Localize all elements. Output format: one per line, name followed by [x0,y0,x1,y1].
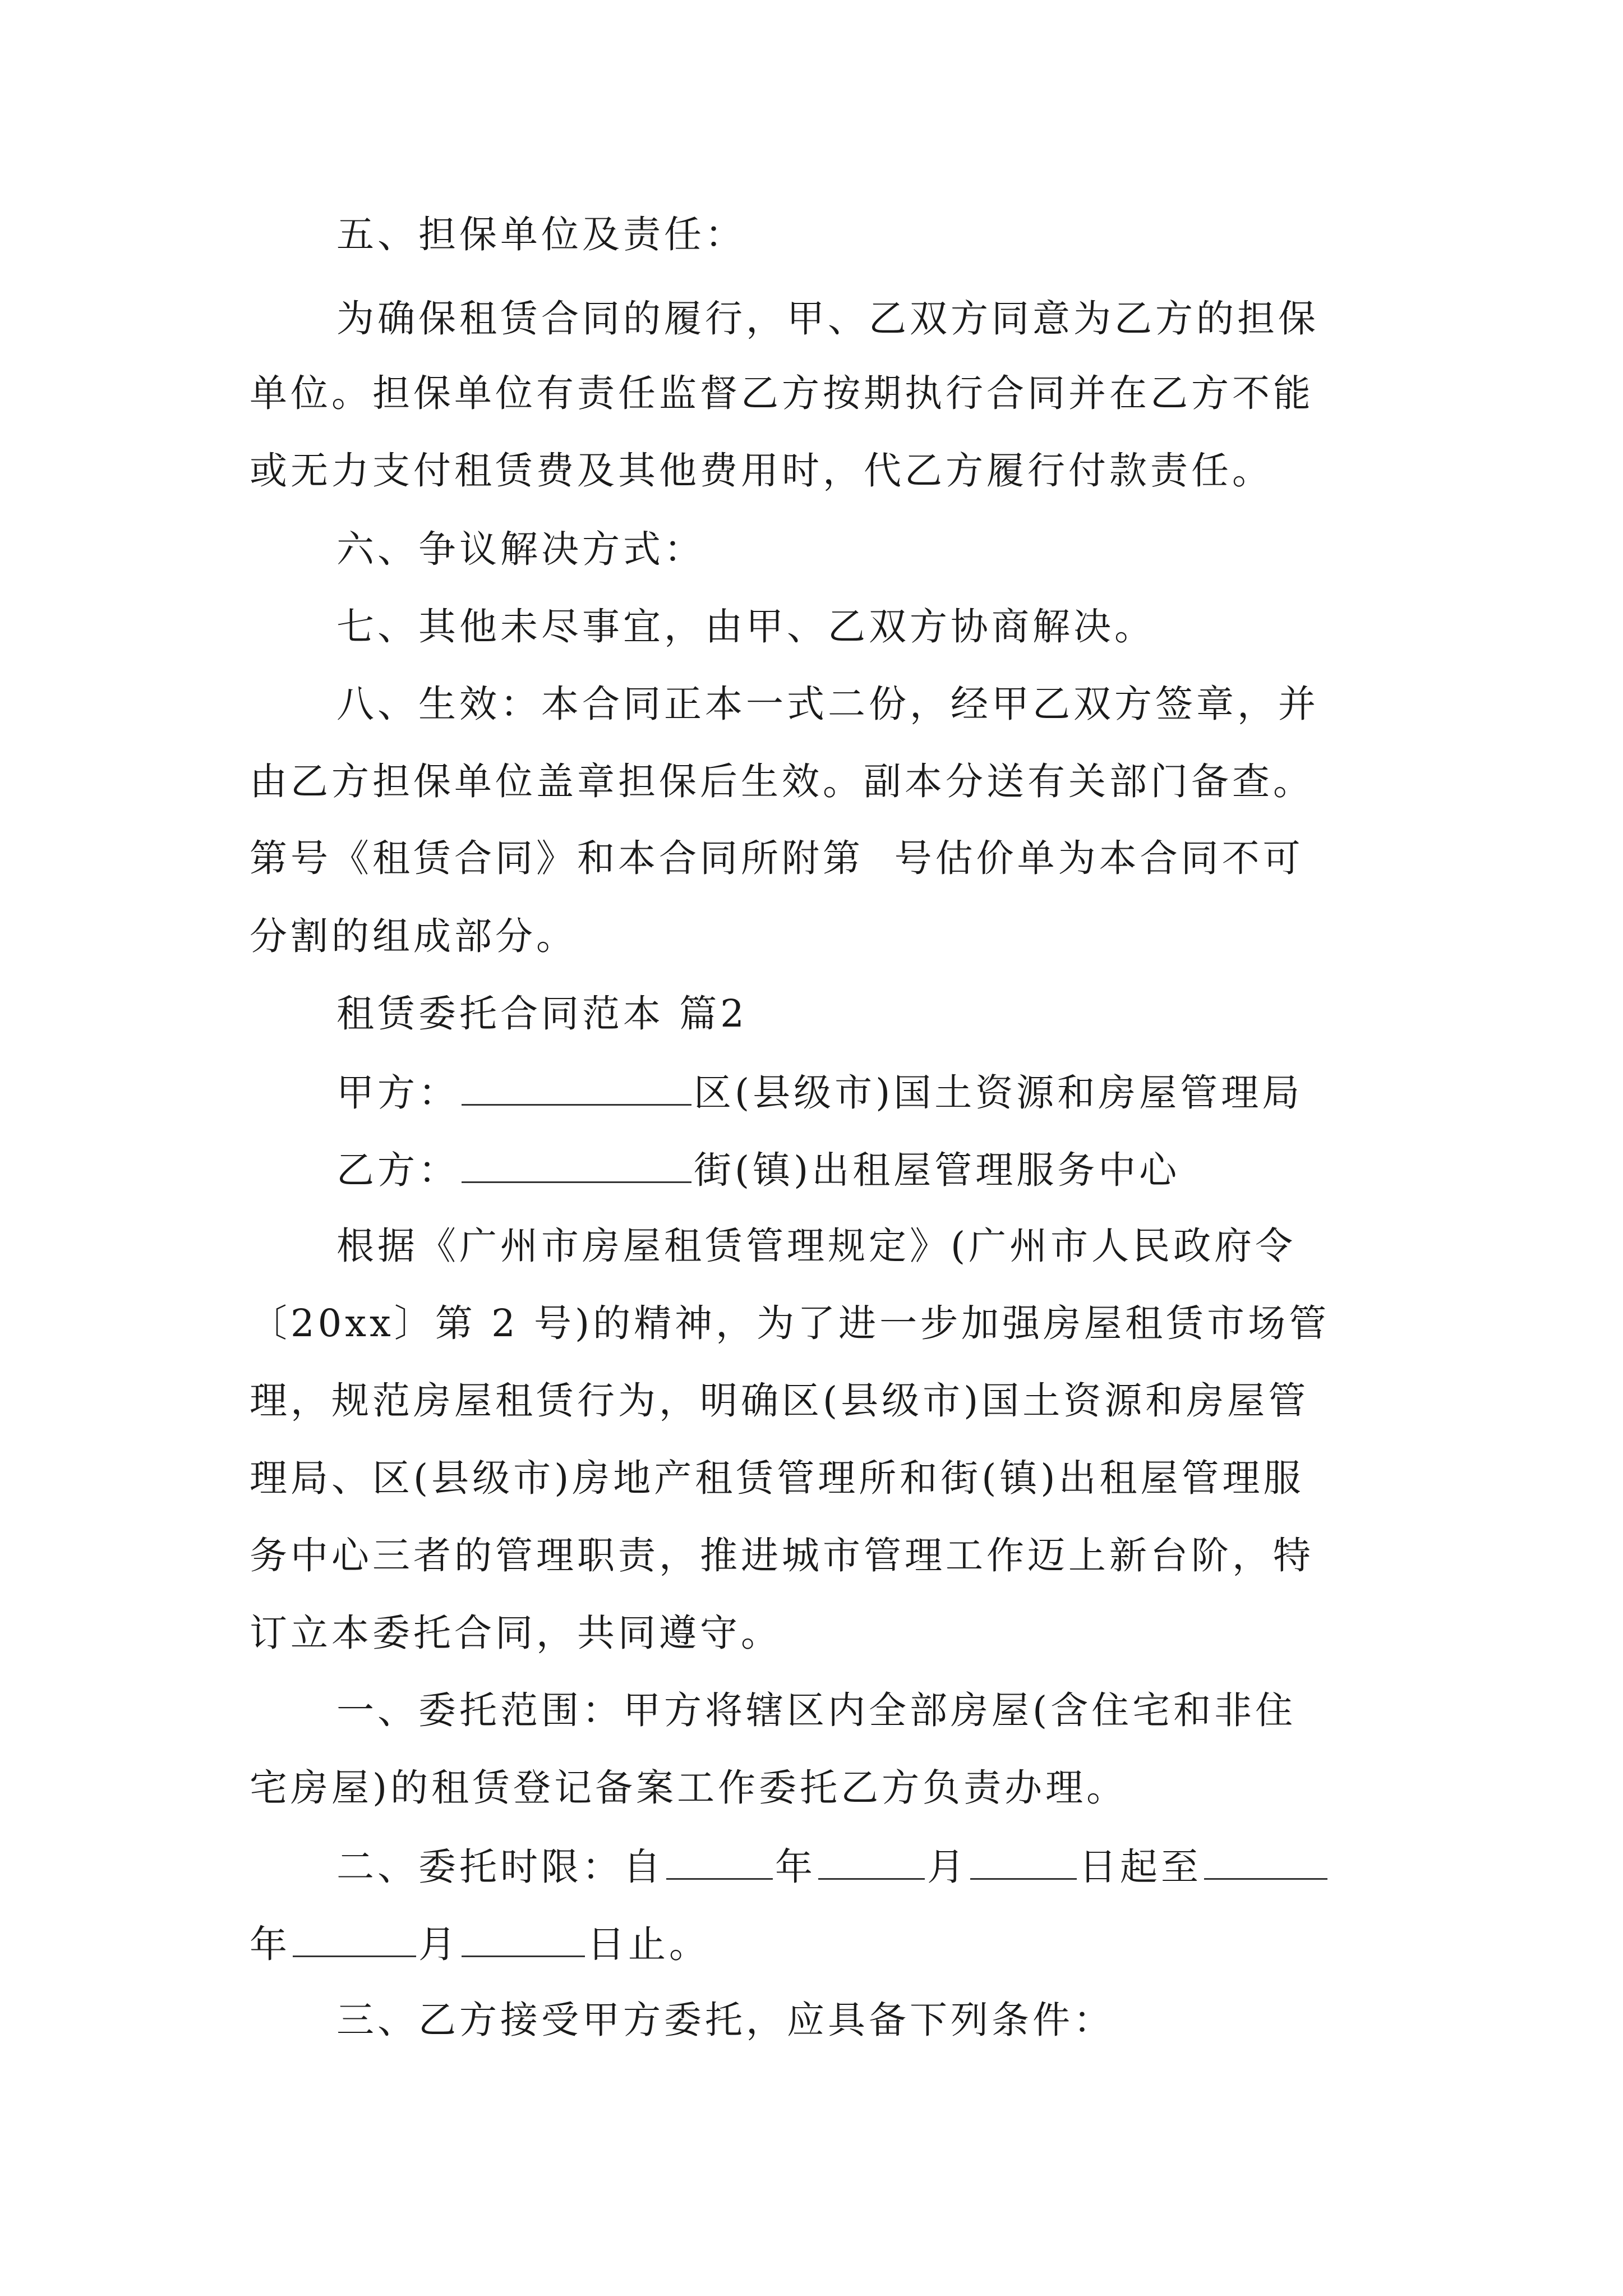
term-day-start: 日起至 [1079,1845,1202,1889]
party-a-line [336,1071,1303,1115]
paragraph-line: 理局、区(县级市)房地产租赁管理所和街(镇)出租屋管理服 [250,1456,1304,1500]
section-8-text: 八、生效：本合同正本一式二份，经甲乙双方签章，并 [336,682,1319,726]
year-blank [666,1847,773,1880]
paragraph-line: 分割的组成部分。 [250,914,577,958]
paragraph-line: 或无力支付租赁费及其他费用时，代乙方履行付款责任。 [250,449,1273,493]
section-6-heading: 六、争议解决方式： [336,527,705,571]
paragraph-line: 为确保租赁合同的履行，甲、乙双方同意为乙方的担保 [336,297,1319,341]
term-month2: 月 [418,1922,459,1966]
party-a-label: 甲方： [336,1071,459,1115]
term-year2: 年 [250,1922,291,1966]
day-blank [970,1847,1077,1880]
month-end-blank [293,1924,416,1957]
party-b-line [336,1148,1181,1192]
paragraph-line: 宅房屋)的租赁登记备案工作委托乙方负责办理。 [250,1766,1128,1810]
term-year: 年 [775,1845,816,1889]
paragraph-line: 根据《广州市房屋租赁管理规定》(广州市人民政府令 [336,1224,1297,1268]
paragraph-line: 理，规范房屋租赁行为，明确区(县级市)国土资源和房屋管 [250,1379,1310,1423]
section-7-text: 七、其他未尽事宜，由甲、乙双方协商解决。 [336,605,1155,648]
paragraph-line: 第号《租赁合同》和本合同所附第 号估价单为本合同不可 [250,836,1304,880]
year-end-blank [1204,1847,1327,1880]
term-day-end: 日止。 [587,1922,710,1966]
paragraph-line: 务中心三者的管理职责，推进城市管理工作迈上新台阶，特 [250,1534,1314,1577]
section-1-text: 一、委托范围：甲方将辖区内全部房屋(含住宅和非住 [336,1688,1297,1732]
day-end-blank [462,1924,585,1957]
month-blank [818,1847,925,1880]
term-line [336,1845,1330,1889]
section-3-heading: 三、乙方接受甲方委托，应具备下列条件： [336,1998,1114,2042]
party-a-blank [462,1073,691,1106]
paragraph-line: 由乙方担保单位盖章担保后生效。副本分送有关部门备查。 [250,760,1314,803]
term-line-2 [250,1922,710,1966]
section-title: 租赁委托合同范本 篇2 [336,992,748,1036]
party-b-blank [462,1150,691,1183]
section-5-heading: 五、担保单位及责任： [336,213,746,256]
term-prefix: 二、委托时限：自 [336,1845,664,1889]
paragraph-line: 〔20xx〕第 2 号)的精神，为了进一步加强房屋租赁市场管 [250,1301,1330,1345]
term-month: 月 [927,1845,968,1889]
party-a-suffix: 区(县级市)国土资源和房屋管理局 [694,1071,1303,1115]
party-b-suffix: 街(镇)出租屋管理服务中心 [694,1148,1181,1192]
paragraph-line: 单位。担保单位有责任监督乙方按期执行合同并在乙方不能 [250,371,1314,415]
party-b-label: 乙方： [336,1148,459,1192]
paragraph-line: 订立本委托合同，共同遵守。 [250,1611,782,1655]
